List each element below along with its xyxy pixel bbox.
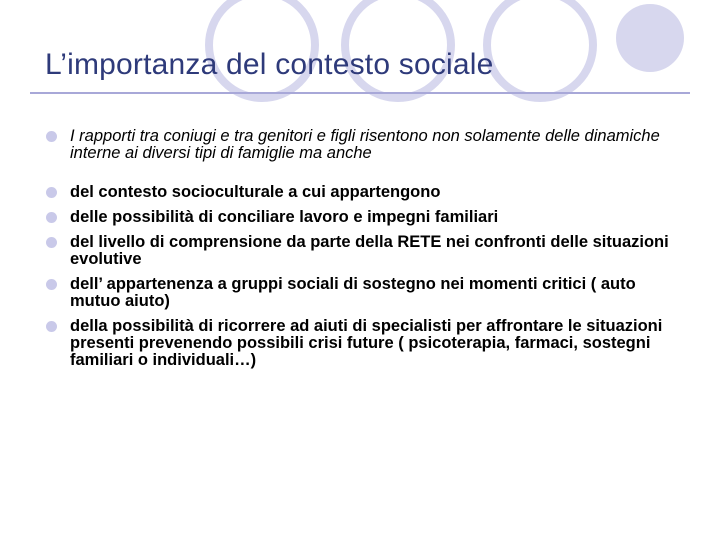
- slide-content: [46, 128, 686, 369]
- intro-item: [46, 128, 686, 162]
- list-item-text: del contesto socioculturale a cui appartengono: [70, 183, 441, 201]
- solid-circle-decoration: [616, 4, 684, 72]
- list-item-text: della possibilità di ricorrere ad aiuti di specialisti per affrontare le situazioni presenti prevenendo possibili crisi future ( psicoterapia, farmaci, sostegni familiari o individuali…): [70, 317, 663, 369]
- slide-title: L’importanza del contesto sociale: [45, 48, 494, 81]
- list-item-text: dell’ appartenenza a gruppi sociali di sostegno nei momenti critici ( auto mutuo aiuto): [70, 275, 636, 310]
- bullet-icon: [46, 279, 57, 290]
- bullet-icon: [46, 131, 57, 142]
- list-item-text: del livello di comprensione da parte della RETE nei confronti delle situazioni evolutive: [70, 233, 669, 268]
- bullet-icon: [46, 321, 57, 332]
- list-item: [46, 209, 686, 226]
- list-item: [46, 276, 686, 310]
- intro-text: I rapporti tra coniugi e tra genitori e figli risentono non solamente delle dinamiche interne ai diversi tipi di famiglie ma anche: [70, 127, 660, 162]
- list-item-text: delle possibilità di conciliare lavoro e impegni familiari: [70, 208, 499, 226]
- list-item: [46, 234, 686, 268]
- list-item: [46, 318, 686, 369]
- list-item: [46, 184, 686, 201]
- ring-gap: [496, 1, 584, 89]
- bullet-icon: [46, 187, 57, 198]
- bullet-icon: [46, 237, 57, 248]
- bullet-icon: [46, 212, 57, 223]
